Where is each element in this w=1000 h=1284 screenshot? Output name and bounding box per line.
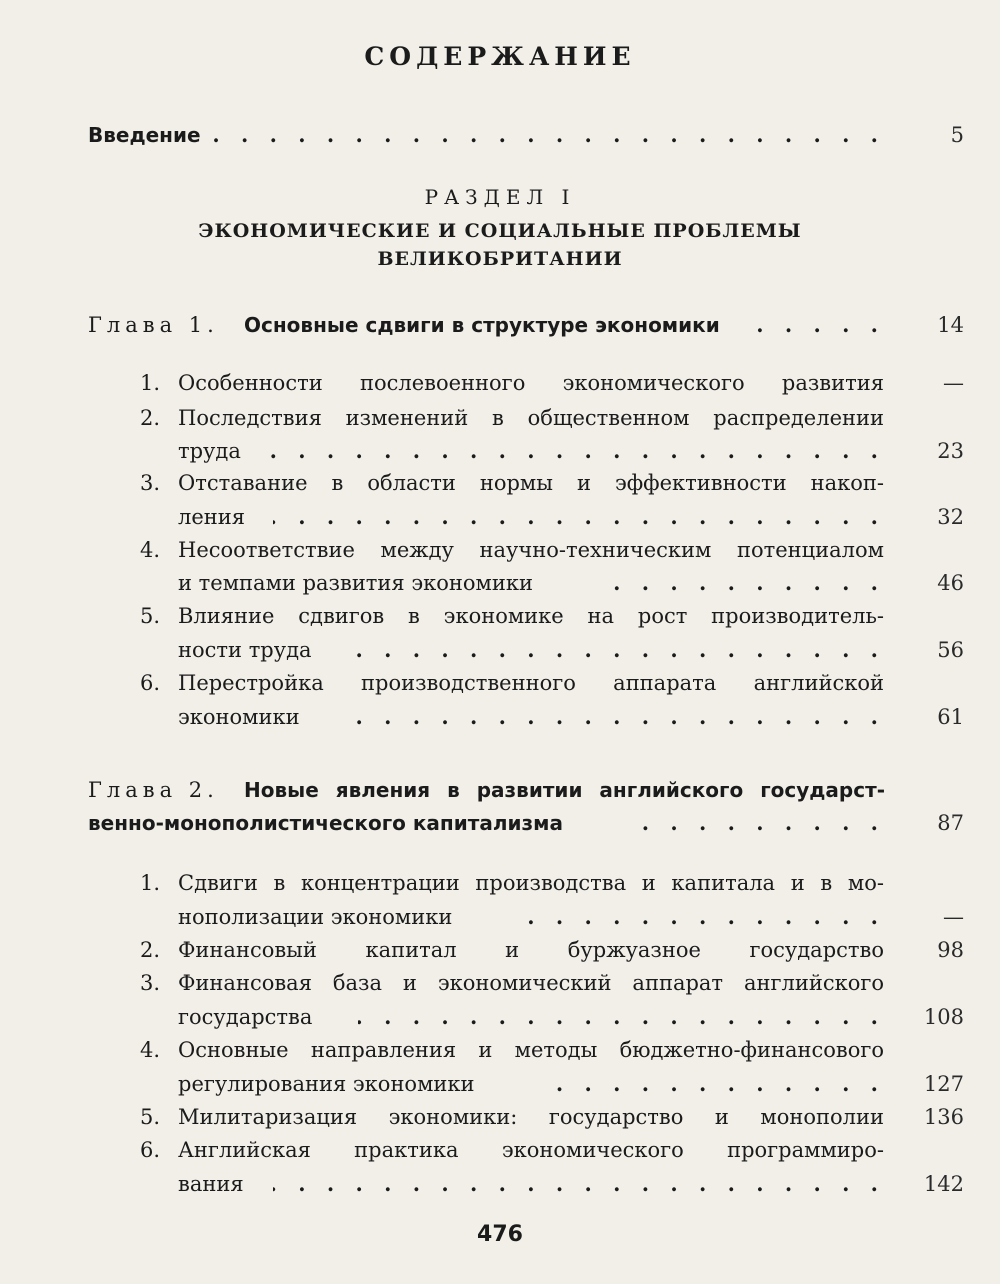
item-title: Несоответствие между научно-техническим потенциалом — [178, 538, 884, 562]
toc-item-line[interactable] — [0, 1133, 1000, 1167]
item-title-cont: труда — [178, 439, 241, 463]
toc-item-line[interactable] — [0, 1033, 1000, 1067]
toc-item-line[interactable] — [0, 500, 1000, 534]
item-title-cont: нополизации экономики — [178, 905, 453, 929]
item-number: 5. — [140, 1105, 161, 1129]
page-number: 476 — [477, 1222, 523, 1247]
item-number: 6. — [140, 1138, 161, 1162]
leader-dots — [625, 806, 885, 840]
section-title-line2: ВЕЛИКОБРИТАНИИ — [377, 248, 623, 270]
toc-item-line[interactable] — [0, 533, 1000, 567]
item-title-cont: и темпами развития экономики — [178, 571, 533, 595]
item-page: 56 — [937, 638, 964, 662]
leader-dots — [338, 700, 885, 734]
chapter-title-line2: венно-монополистического капитализма — [88, 811, 563, 835]
item-title-cont: государства — [178, 1005, 313, 1029]
item-number: 1. — [140, 871, 161, 895]
leader-dots — [598, 566, 885, 600]
item-number: 2. — [140, 406, 161, 430]
page-title: СОДЕРЖАНИЕ — [364, 42, 636, 71]
item-number: 1. — [140, 371, 161, 395]
section-title-line1: ЭКОНОМИЧЕСКИЕ И СОЦИАЛЬНЫЕ ПРОБЛЕМЫ — [198, 220, 802, 242]
toc-item-line[interactable] — [0, 401, 1000, 435]
item-title-cont: ления — [178, 505, 246, 529]
item-page: 98 — [937, 938, 964, 962]
item-number: 3. — [140, 971, 161, 995]
entry-label: Введение — [88, 123, 201, 147]
item-page: 32 — [937, 505, 964, 529]
item-page: — — [943, 371, 964, 395]
item-title: Перестройка производственного аппарата английской — [178, 671, 884, 695]
leader-dots — [273, 500, 885, 534]
item-page: 23 — [937, 439, 964, 463]
item-title: Влияние сдвигов в экономике на рост производитель- — [178, 604, 884, 628]
leader-dots — [358, 1000, 885, 1034]
toc-item-line[interactable] — [0, 966, 1000, 1000]
item-title-cont: экономики — [178, 705, 300, 729]
toc-entry-chapter-2-line1[interactable] — [0, 773, 1000, 807]
toc-item-line[interactable] — [0, 434, 1000, 468]
item-page: 108 — [923, 1005, 964, 1029]
leader-dots — [268, 434, 885, 468]
item-title: Английская практика экономического программиро- — [178, 1138, 884, 1162]
toc-entry-chapter-2-line2[interactable] — [0, 806, 1000, 840]
item-number: 3. — [140, 471, 161, 495]
item-number: 2. — [140, 938, 161, 962]
leader-dots — [353, 633, 885, 667]
chapter-prefix: Глава 2. — [88, 778, 219, 802]
toc-entry-chapter-1[interactable] — [0, 308, 1000, 342]
toc-item-line[interactable] — [0, 1100, 1000, 1134]
item-page: — — [943, 905, 964, 929]
toc-item-line[interactable] — [0, 566, 1000, 600]
toc-item-line[interactable] — [0, 900, 1000, 934]
item-title: Последствия изменений в общественном распределении — [178, 406, 884, 430]
item-number: 6. — [140, 671, 161, 695]
item-number: 4. — [140, 538, 161, 562]
chapter-page: 14 — [937, 313, 964, 337]
leader-dots — [273, 1167, 885, 1201]
item-title: Основные направления и методы бюджетно-финансового — [178, 1038, 884, 1062]
chapter-page: 87 — [937, 811, 964, 835]
toc-item-line[interactable] — [0, 599, 1000, 633]
chapter-title: Основные сдвиги в структуре экономики — [244, 313, 720, 337]
chapter-title-line1: Новые явления в развитии английского государст- — [244, 778, 885, 802]
item-page: 46 — [937, 571, 964, 595]
item-title-cont: ности труда — [178, 638, 312, 662]
item-title: Финансовая база и экономический аппарат английского — [178, 971, 884, 995]
item-page: 142 — [923, 1172, 964, 1196]
toc-item-line[interactable] — [0, 866, 1000, 900]
toc-item-line[interactable] — [0, 1167, 1000, 1201]
item-page: 61 — [937, 705, 964, 729]
toc-item-line[interactable] — [0, 933, 1000, 967]
toc-item-line[interactable] — [0, 633, 1000, 667]
item-title-cont: регулирования экономики — [178, 1072, 475, 1096]
leader-dots — [750, 308, 885, 342]
chapter-prefix: Глава 1. — [88, 313, 219, 337]
item-title: Отставание в области нормы и эффективности накоп- — [178, 471, 884, 495]
toc-item-line[interactable] — [0, 1000, 1000, 1034]
toc-item-line[interactable] — [0, 366, 1000, 400]
toc-item-line[interactable] — [0, 666, 1000, 700]
item-page: 136 — [923, 1105, 964, 1129]
leader-dots — [543, 1067, 885, 1101]
item-title: Сдвиги в концентрации производства и капитала и в мо- — [178, 871, 884, 895]
item-number: 4. — [140, 1038, 161, 1062]
toc-item-line[interactable] — [0, 700, 1000, 734]
toc-item-line[interactable] — [0, 1067, 1000, 1101]
item-title: Финансовый капитал и буржуазное государство — [178, 938, 884, 962]
toc-item-line[interactable] — [0, 466, 1000, 500]
item-title: Милитаризация экономики: государство и монополии — [178, 1105, 884, 1129]
item-title: Особенности послевоенного экономического развития — [178, 371, 884, 395]
leader-dots — [518, 900, 885, 934]
item-page: 127 — [923, 1072, 964, 1096]
entry-page: 5 — [950, 123, 964, 147]
section-label: РАЗДЕЛ I — [424, 185, 576, 209]
toc-entry-intro[interactable] — [0, 118, 1000, 152]
item-title-cont: вания — [178, 1172, 244, 1196]
leader-dots — [205, 118, 885, 152]
item-number: 5. — [140, 604, 161, 628]
